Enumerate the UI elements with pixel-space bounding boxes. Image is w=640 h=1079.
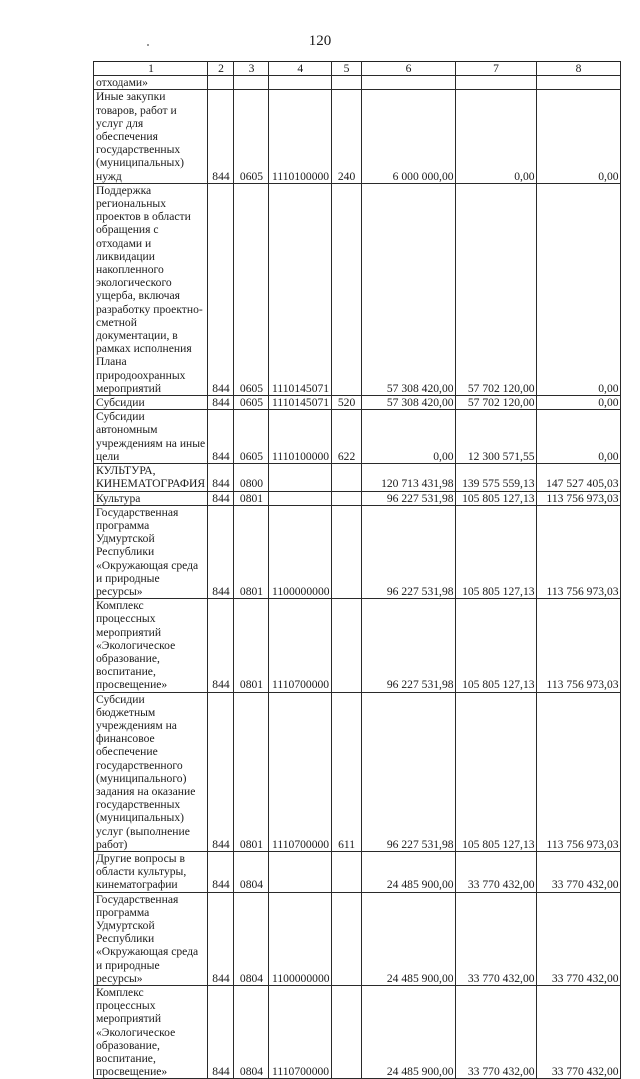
row-name: Комплекс процессных мероприятий «Экологическое образование, воспитание, просвещение»	[94, 599, 208, 692]
cell-target-article: 1110100000	[269, 410, 332, 464]
cell-amount-year1: 57 308 420,00	[361, 396, 455, 410]
row-name: Комплекс процессных мероприятий «Экологическое образование, воспитание, просвещение»	[94, 986, 208, 1079]
cell-amount-year1: 96 227 531,98	[361, 692, 455, 851]
cell-expense-type	[331, 986, 361, 1079]
cell-expense-type	[331, 76, 361, 90]
row-name: Культура	[94, 491, 208, 505]
cell-amount-year1: 0,00	[361, 410, 455, 464]
cell-amount-year2: 0,00	[455, 90, 536, 183]
column-header-row	[94, 62, 621, 76]
cell-amount-year2: 105 805 127,13	[455, 692, 536, 851]
cell-expense-type: 611	[331, 692, 361, 851]
cell-amount-year3: 113 756 973,03	[536, 491, 620, 505]
cell-target-article: 1110145071	[269, 396, 332, 410]
cell-amount-year1: 96 227 531,98	[361, 599, 455, 692]
col-header-6: 6	[361, 62, 455, 76]
cell-section-code: 0801	[234, 599, 269, 692]
cell-ministry-code: 844	[208, 505, 234, 598]
cell-section-code: 0804	[234, 986, 269, 1079]
cell-section-code: 0804	[234, 892, 269, 985]
cell-amount-year3: 147 527 405,03	[536, 464, 620, 491]
table-row	[94, 76, 621, 90]
cell-amount-year2: 105 805 127,13	[455, 491, 536, 505]
cell-section-code: 0801	[234, 491, 269, 505]
cell-section-code: 0605	[234, 183, 269, 395]
cell-amount-year3: 113 756 973,03	[536, 692, 620, 851]
budget-table	[93, 61, 621, 1079]
cell-amount-year3: 113 756 973,03	[536, 599, 620, 692]
row-name: Другие вопросы в области культуры, кинематографии	[94, 851, 208, 892]
table-row	[94, 183, 621, 395]
row-name: Субсидии	[94, 396, 208, 410]
cell-target-article	[269, 851, 332, 892]
page-number: 120	[308, 33, 332, 49]
cell-amount-year2: 12 300 571,55	[455, 410, 536, 464]
cell-section-code: 0801	[234, 505, 269, 598]
row-name: Субсидии автономным учреждениям на иные цели	[94, 410, 208, 464]
row-name: Государственная программа Удмуртской Республики «Окружающая среда и природные ресурсы»	[94, 505, 208, 598]
cell-target-article: 1100000000	[269, 892, 332, 985]
scan-speck	[147, 44, 149, 46]
cell-target-article: 1110700000	[269, 599, 332, 692]
cell-amount-year2: 33 770 432,00	[455, 986, 536, 1079]
cell-amount-year2: 105 805 127,13	[455, 599, 536, 692]
cell-amount-year2: 105 805 127,13	[455, 505, 536, 598]
cell-section-code: 0804	[234, 851, 269, 892]
cell-ministry-code: 844	[208, 986, 234, 1079]
cell-expense-type	[331, 183, 361, 395]
cell-ministry-code: 844	[208, 491, 234, 505]
cell-target-article: 1110700000	[269, 986, 332, 1079]
cell-section-code: 0605	[234, 396, 269, 410]
table-row	[94, 892, 621, 985]
cell-amount-year3: 0,00	[536, 183, 620, 395]
cell-target-article: 1110100000	[269, 90, 332, 183]
cell-expense-type: 240	[331, 90, 361, 183]
cell-amount-year2: 57 702 120,00	[455, 396, 536, 410]
table-row	[94, 491, 621, 505]
cell-amount-year2: 57 702 120,00	[455, 183, 536, 395]
cell-amount-year1	[361, 76, 455, 90]
cell-amount-year3	[536, 76, 620, 90]
cell-amount-year2	[455, 76, 536, 90]
row-name: Субсидии бюджетным учреждениям на финансовое обеспечение государственного (муниципального) задания на оказание государственных (муниципальных) услуг (выполнение работ)	[94, 692, 208, 851]
table-row	[94, 599, 621, 692]
cell-target-article: 1100000000	[269, 505, 332, 598]
table-row	[94, 692, 621, 851]
cell-section-code: 0800	[234, 464, 269, 491]
cell-target-article	[269, 464, 332, 491]
col-header-7: 7	[455, 62, 536, 76]
cell-expense-type	[331, 505, 361, 598]
row-name: Иные закупки товаров, работ и услуг для обеспечения государственных (муниципальных) нужд	[94, 90, 208, 183]
cell-amount-year3: 0,00	[536, 410, 620, 464]
cell-ministry-code: 844	[208, 396, 234, 410]
cell-amount-year1: 96 227 531,98	[361, 505, 455, 598]
col-header-1: 1	[94, 62, 208, 76]
cell-amount-year1: 24 485 900,00	[361, 986, 455, 1079]
row-name: КУЛЬТУРА, КИНЕМАТОГРАФИЯ	[94, 464, 208, 491]
table-row	[94, 505, 621, 598]
cell-amount-year3: 33 770 432,00	[536, 986, 620, 1079]
row-name: Государственная программа Удмуртской Республики «Окружающая среда и природные ресурсы»	[94, 892, 208, 985]
cell-ministry-code: 844	[208, 599, 234, 692]
col-header-5: 5	[331, 62, 361, 76]
col-header-2: 2	[208, 62, 234, 76]
cell-ministry-code: 844	[208, 892, 234, 985]
cell-amount-year1: 57 308 420,00	[361, 183, 455, 395]
cell-target-article: 1110700000	[269, 692, 332, 851]
cell-amount-year1: 24 485 900,00	[361, 851, 455, 892]
cell-amount-year1: 24 485 900,00	[361, 892, 455, 985]
cell-amount-year2: 33 770 432,00	[455, 851, 536, 892]
cell-target-article	[269, 491, 332, 505]
cell-amount-year2: 33 770 432,00	[455, 892, 536, 985]
cell-ministry-code: 844	[208, 692, 234, 851]
cell-expense-type	[331, 892, 361, 985]
cell-amount-year1: 96 227 531,98	[361, 491, 455, 505]
cell-ministry-code	[208, 76, 234, 90]
cell-expense-type	[331, 464, 361, 491]
cell-expense-type	[331, 491, 361, 505]
cell-expense-type	[331, 599, 361, 692]
cell-section-code: 0605	[234, 90, 269, 183]
cell-amount-year1: 6 000 000,00	[361, 90, 455, 183]
cell-expense-type: 622	[331, 410, 361, 464]
table-row	[94, 90, 621, 183]
row-name: Поддержка региональных проектов в области обращения с отходами и ликвидации накопленного экологического ущерба, включая разработку проектно-сметной документации, в рамках исполнения Плана природоохранных мероприятий	[94, 183, 208, 395]
cell-expense-type	[331, 851, 361, 892]
cell-ministry-code: 844	[208, 464, 234, 491]
col-header-8: 8	[536, 62, 620, 76]
table-row	[94, 396, 621, 410]
col-header-4: 4	[269, 62, 332, 76]
table-row	[94, 464, 621, 491]
cell-amount-year2: 139 575 559,13	[455, 464, 536, 491]
cell-section-code	[234, 76, 269, 90]
cell-ministry-code: 844	[208, 851, 234, 892]
cell-section-code: 0605	[234, 410, 269, 464]
row-name: отходами»	[94, 76, 208, 90]
cell-amount-year1: 120 713 431,98	[361, 464, 455, 491]
table-row	[94, 986, 621, 1079]
cell-amount-year3: 113 756 973,03	[536, 505, 620, 598]
cell-amount-year3: 0,00	[536, 396, 620, 410]
cell-amount-year3: 0,00	[536, 90, 620, 183]
cell-target-article: 1110145071	[269, 183, 332, 395]
cell-ministry-code: 844	[208, 183, 234, 395]
cell-amount-year3: 33 770 432,00	[536, 892, 620, 985]
table-row	[94, 410, 621, 464]
col-header-3: 3	[234, 62, 269, 76]
cell-ministry-code: 844	[208, 410, 234, 464]
cell-target-article	[269, 76, 332, 90]
cell-section-code: 0801	[234, 692, 269, 851]
cell-amount-year3: 33 770 432,00	[536, 851, 620, 892]
table-row	[94, 851, 621, 892]
cell-ministry-code: 844	[208, 90, 234, 183]
cell-expense-type: 520	[331, 396, 361, 410]
